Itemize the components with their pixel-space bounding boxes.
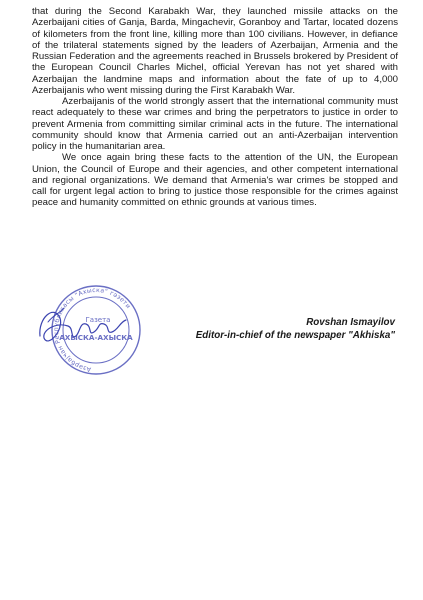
document-body [32, 6, 398, 209]
stamp-ring-text: Азәрбајҹан Республикасы "Ахыска" гәзети [53, 286, 132, 373]
paragraph: We once again bring these facts to the attention of the UN, the European Union, the Council of Europe and their agencies, and other competent international and regional organizations. We demand that Armenia's war crimes be stopped and call for urgent legal action to bring to justice those responsible for the crimes against peace and humanity committed on ethnic grounds at various times. [32, 152, 398, 209]
stamp-center-top: Газета [85, 316, 111, 324]
paragraph: that during the Second Karabakh War, they launched missile attacks on the Azerbaijani cities of Ganja, Barda, Mingachevir, Goranboy and Tartar, located dozens of kilometers from the front line, killing more than 100 civilians. However, in defiance of the trilateral statements signed by the leaders of Azerbaijan, Armenia and the Russian Federation and the agreements reached in Brussels brokered by President of the European Council Charles Michel, official Yerevan has not yet shared with Azerbaijan the landmine maps and information about the fate of up to 4,000 Azerbaijanis who went missing during the First Karabakh War. [32, 6, 398, 96]
stamp-seal-graphic [34, 278, 152, 382]
official-stamp [34, 278, 152, 382]
signatory-name: Rovshan Ismayilov [306, 317, 395, 328]
paragraph: Azerbaijanis of the world strongly assert that the international community must react adequately to these war crimes and bring the perpetrators to justice in order to prevent Armenia from committing similar criminal acts in the future. The international community should know that Armenia carried out an anti-Azerbaijan intervention policy in the humanitarian area. [32, 96, 398, 152]
stamp-center-bottom: АХЫСКА-АХЫСКА [59, 333, 133, 342]
signature-block [196, 316, 395, 342]
signatory-title: Editor-in-chief of the newspaper "Akhiska" [195, 330, 395, 341]
